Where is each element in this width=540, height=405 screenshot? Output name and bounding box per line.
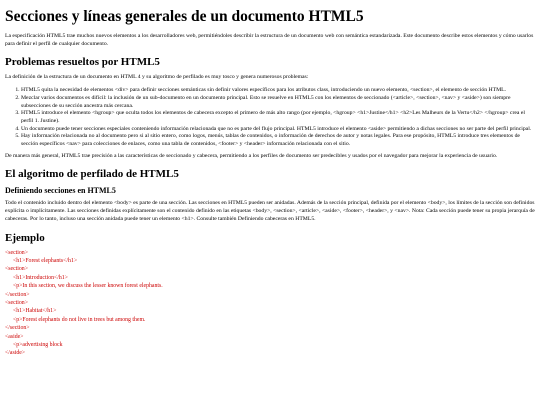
code-line: <section>	[5, 249, 28, 256]
problems-list-item: 3. HTML5 introduce el elemento <hgroup> que oculta todos los elementos de cabecera excepto el primero de más alto rango (por ejemplo, <hgroup> <h1>Justine</h1> <h2>Les Malheurs de la Vertu</h2> </hgroup> crea el perfil 1. Justine).	[21, 110, 535, 125]
code-line: <p>In this section, we discuss the lesser known forest elephants.	[13, 283, 163, 290]
problems-list-item: 2. Mezclar varios documentos es difícil: la inclusión de un sub-documento en un documento principal. Esto se resuelve en HTML5 con los elementos de seccionado (<article>, <section>, <nav> y <aside>) son siempre subsecciones de su sección ancestra más cercana.	[21, 95, 535, 110]
algorithm-subheading: Definiendo secciones en HTML5	[5, 186, 116, 196]
code-line: <section>	[5, 266, 28, 273]
problems-list-item: 5. Hay información relacionada no al documento pero si al sitio entero, como logos, menús, tablas de contenidos, o información de derechos de autor y notas legales. Para ese propósito, HTML5 introduce tres elementos de sección específicos <nav> para colecciones de enlaces, como una tabla de contenidos, <footer> y <header> información relacionada con el sitio.	[21, 133, 535, 148]
code-line: <aside>	[5, 333, 24, 340]
problems-list	[5, 87, 535, 149]
problems-list-item: 4. Un documento puede tener secciones especiales conteniendo información relacionada que no es parte del flujo principal. HTML5 introduce el elemento <aside> permitiendo a dichas secciones no ser parte del perfil principal.	[21, 126, 535, 134]
code-line: <p>advertising block	[13, 341, 63, 348]
algorithm-heading: El algoritmo de perfilado de HTML5	[5, 168, 179, 181]
code-line: <section>	[5, 299, 28, 306]
code-line: </section>	[5, 325, 30, 332]
code-line: <h1>Forest elephants</h1>	[13, 258, 78, 265]
problems-heading: Problemas resueltos por HTML5	[5, 56, 160, 69]
code-line: <h1>Habitat</h1>	[13, 308, 57, 315]
example-code-block	[5, 249, 535, 358]
problems-summary: De manera más general, HTML5 trae precisión a las características de seccionado y cabecera, permitiendo a los perfiles de documento ser predecibles y usados por el navegador para mejorar la experiencia de usuario.	[5, 152, 498, 159]
code-line: <h1>Introduction</h1>	[13, 274, 68, 281]
intro-paragraph: La especificación HTML5 trae muchos nuevos elementos a los desarrolladores web, permitiéndoles describir la estructura de un documento web con semántica estandarizada. Este documento describe estos elementos y cómo usarlos para definir el perfil de cualquier documento.	[5, 33, 534, 47]
problems-list-item: 1. HTML5 quita la necesidad de elementos <div> para definir secciones semánticas sin definir valores específicos para los atributos class, introduciendo un nuevo elemento, <section>, el elemento de sección HTML.	[21, 87, 535, 95]
example-heading: Ejemplo	[5, 231, 45, 244]
code-line: </section>	[5, 291, 30, 298]
code-line: </aside>	[5, 350, 26, 357]
page-title: Secciones y líneas generales de un documento HTML5	[5, 8, 364, 25]
code-line: <p>Forest elephants do not live in trees but among them.	[13, 316, 146, 323]
problems-lead: La definición de la estructura de un documento en HTML 4 y su algoritmo de perfilado es muy tosco y genera numerosos problemas:	[5, 73, 309, 80]
algorithm-body: Todo el contenido incluido dentro del elemento <body> es parte de una sección. Las secciones en HTML5 pueden ser anidadas. Además de la sección principal, definida por el elemento <body>, los límites de la sección son definidos explícita o implícitamente. Las secciones definidas explícitamente son el contenido definido en las etiquetas <body>, <section>, <article>, <aside>, <footer>, <header>, y <nav>. Nota: Cada sección puede tener su propia jerarquía de cabeceras. Por lo tanto, incluso una sección anidada puede tener un elemento <h1>. Consulte también Definiendo cabeceras en HTML5.	[5, 200, 535, 222]
